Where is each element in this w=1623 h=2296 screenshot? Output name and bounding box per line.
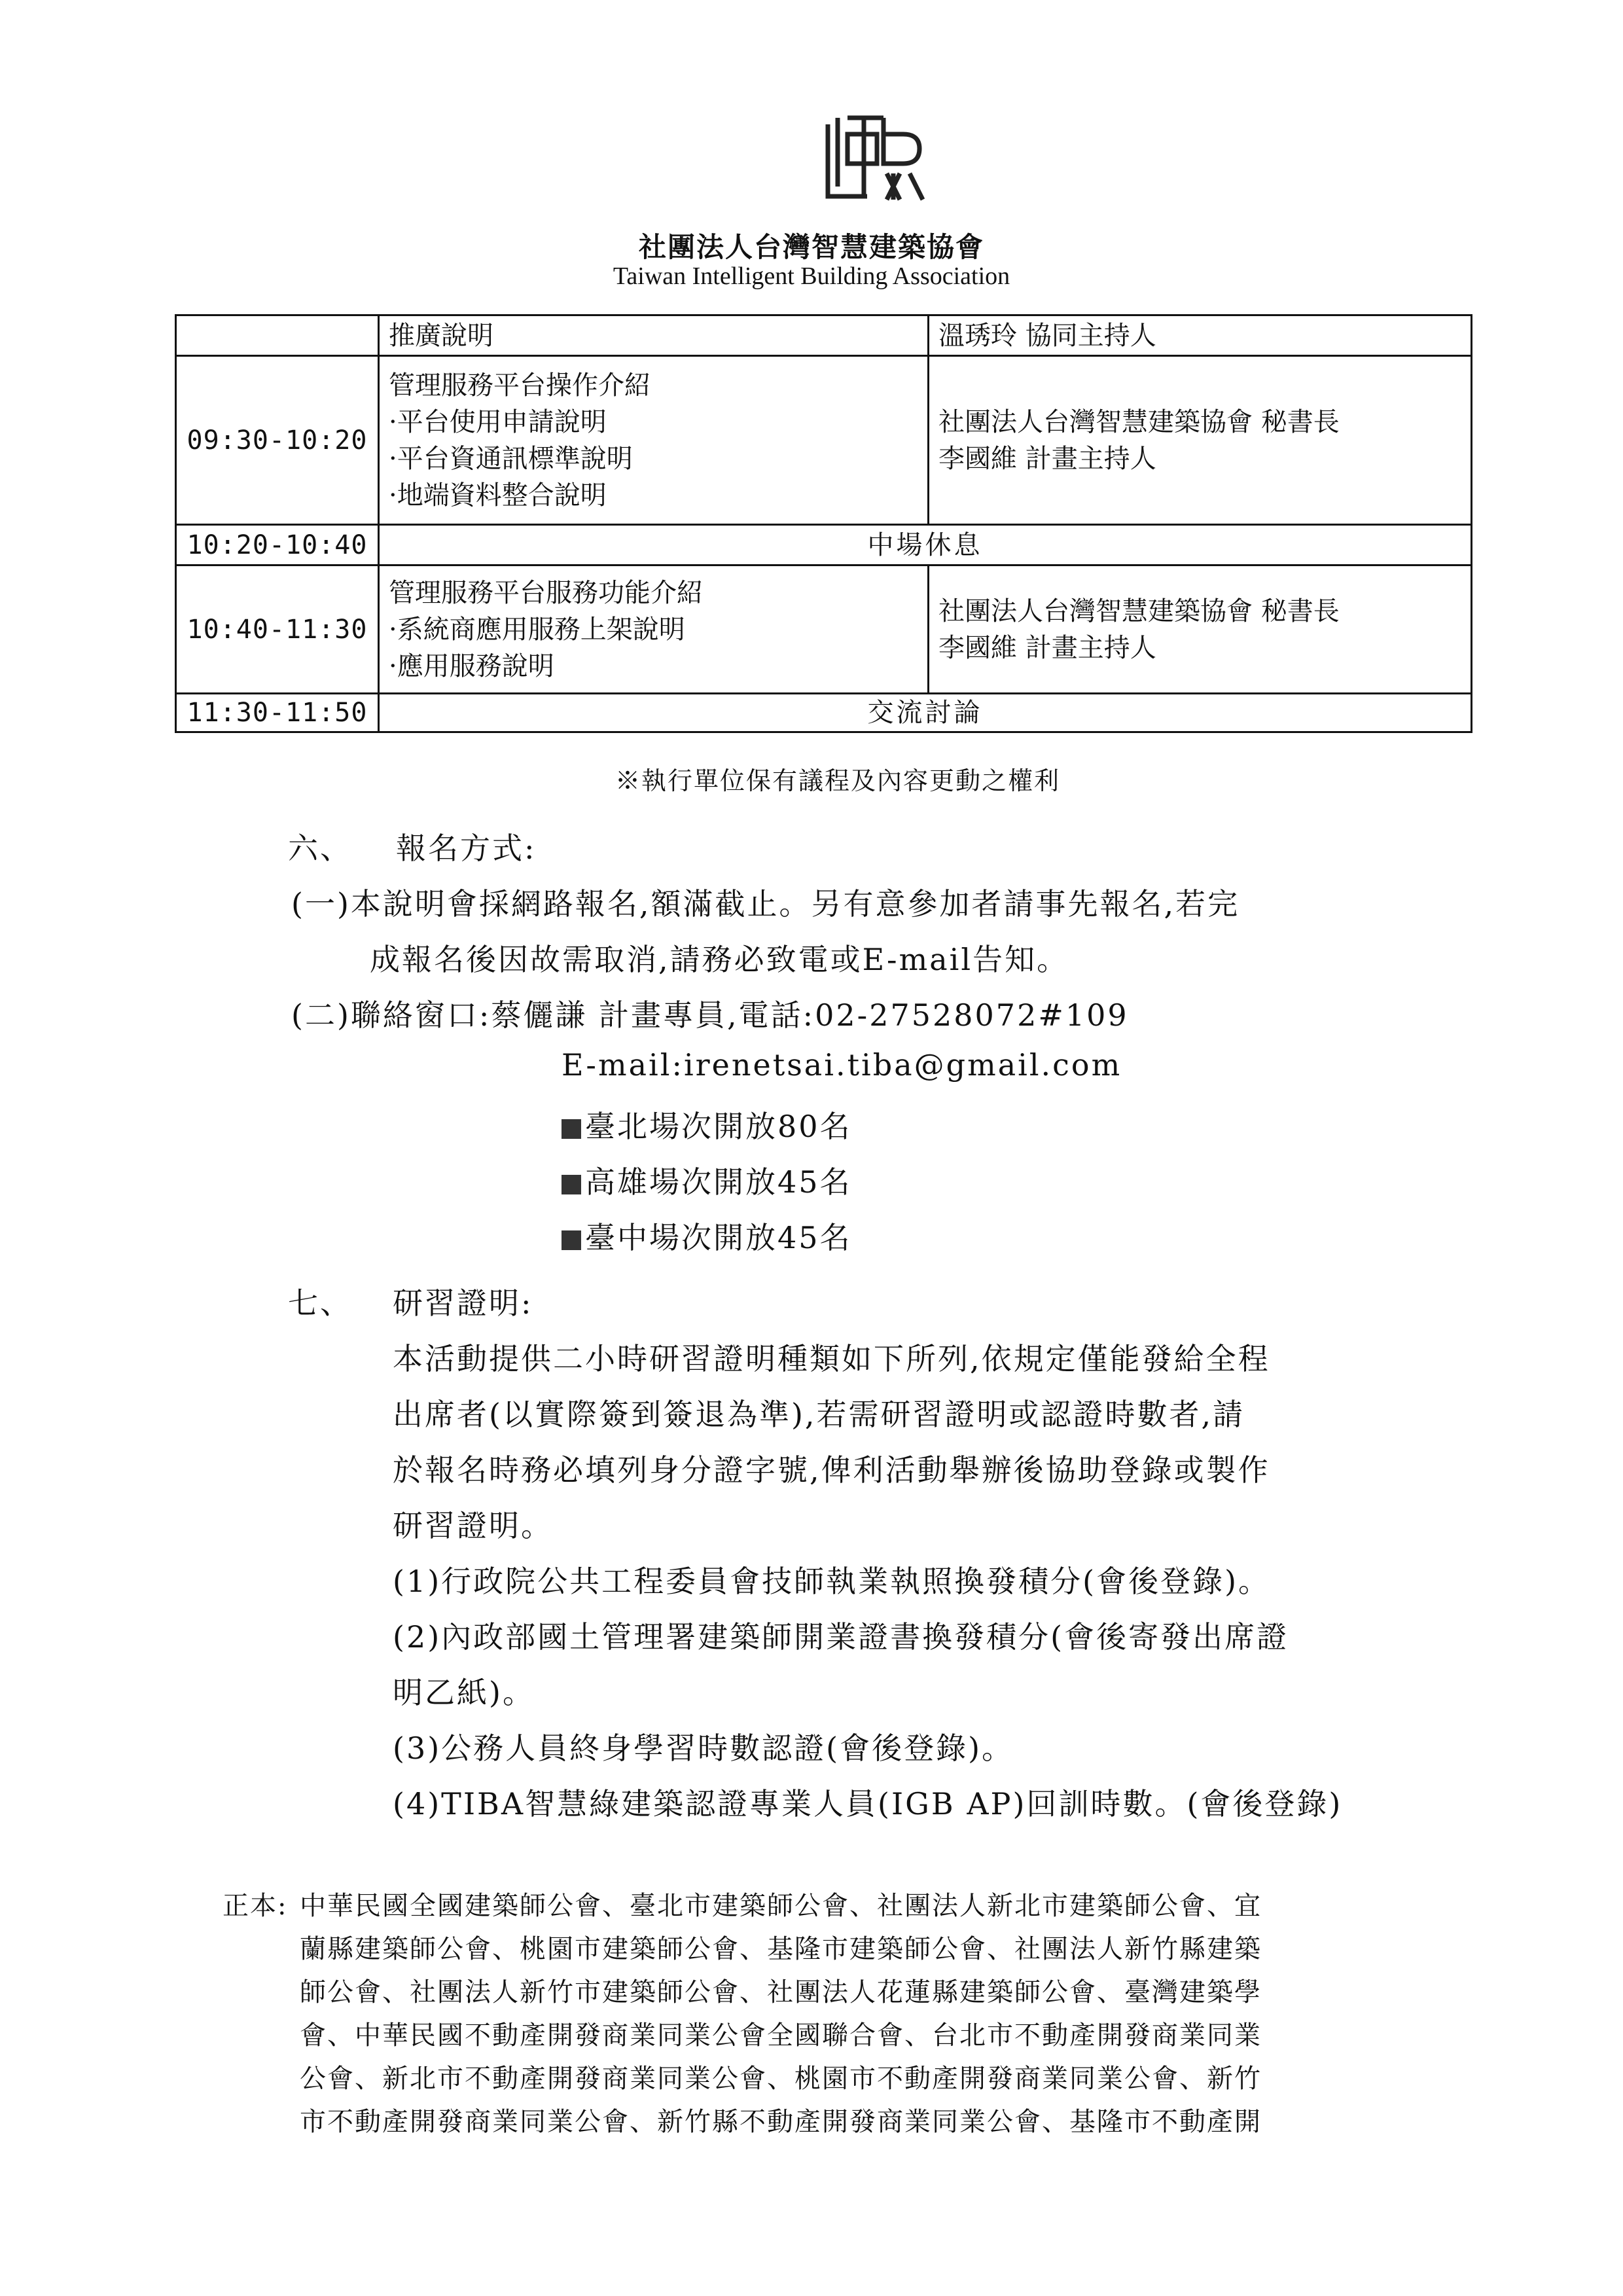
quota-item: 臺北場次開放80名	[562, 1103, 852, 1146]
certificate-item: (3)公務人員終身學習時數認證(會後登錄)。	[393, 1731, 1014, 1766]
agenda-row	[176, 356, 1472, 525]
agenda-topic-line: ·平台使用申請說明	[389, 406, 607, 437]
agenda-topic-cell	[379, 565, 929, 694]
certificate-paragraph: 於報名時務必填列身分證字號,俾利活動舉辦後協助登錄或製作	[393, 1452, 1270, 1488]
agenda-speaker-cell	[929, 565, 1472, 694]
agenda-speaker-line: 李國維 計畫主持人	[938, 632, 1156, 663]
agenda-row	[176, 565, 1472, 694]
agenda-time-cell	[176, 315, 379, 356]
quota-item: 高雄場次開放45名	[562, 1158, 852, 1202]
registration-text: (一)本說明會採網路報名,額滿截止。另有意參加者請事先報名,若完	[291, 886, 1240, 922]
quota-item: 臺中場次開放45名	[562, 1214, 852, 1257]
recipients-label: 正本:	[223, 1891, 288, 1921]
org-name-cn: 社團法人台灣智慧建築協會	[638, 231, 984, 263]
agenda-topic-cell: 中場休息	[379, 525, 1472, 565]
recipients-line: 師公會、社團法人新竹市建築師公會、社團法人花蓮縣建築師公會、臺灣建築學	[300, 1977, 1262, 2007]
section-heading: 報名方式:	[396, 831, 537, 866]
agenda-topic-line: ·地端資料整合說明	[389, 480, 607, 511]
certificate-paragraph: 出席者(以實際簽到簽退為準),若需研習證明或認證時數者,請	[393, 1397, 1245, 1432]
contact-text: (二)聯絡窗口:蔡儷謙 計畫專員,電話:02-27528072#109	[291, 997, 1129, 1033]
certificate-item: (4)TIBA智慧綠建築認證專業人員(IGB AP)回訓時數。(會後登錄)	[393, 1786, 1343, 1821]
certificate-paragraph: 本活動提供二小時研習證明種類如下所列,依規定僅能發給全程	[393, 1341, 1270, 1376]
agenda-note: ※執行單位保有議程及內容更動之權利	[615, 766, 1061, 795]
agenda-topic-cell	[379, 356, 929, 525]
recipients-line: 會、中華民國不動產開發商業同業公會全國聯合會、台北市不動產開發商業同業	[300, 2020, 1262, 2051]
recipients-line: 蘭縣建築師公會、桃園市建築師公會、基隆市建築師公會、社團法人新竹縣建築	[300, 1934, 1262, 1964]
bullet-square-icon	[562, 1119, 581, 1139]
agenda-speaker-cell: 溫琇玲 協同主持人	[929, 315, 1472, 356]
agenda-time-cell: 10:40-11:30	[176, 565, 379, 694]
section-number: 六、	[288, 831, 352, 866]
certificate-item: (2)內政部國土管理署建築師開業證書換發積分(會後寄發出席證	[393, 1619, 1289, 1655]
registration-text: 成報名後因故需取消,請務必致電或E-mail告知。	[370, 942, 1069, 977]
certificate-item: 明乙紙)。	[393, 1675, 535, 1710]
agenda-speaker-line: 李國維 計畫主持人	[938, 443, 1156, 474]
agenda-row	[176, 525, 1472, 565]
certificate-item: (1)行政院公共工程委員會技師執業執照換發積分(會後登錄)。	[393, 1564, 1271, 1599]
agenda-time-cell: 10:20-10:40	[176, 525, 379, 565]
recipients-line: 市不動產開發商業同業公會、新竹縣不動產開發商業同業公會、基隆市不動產開	[300, 2107, 1262, 2137]
agenda-topic-line: ·平台資通訊標準說明	[389, 443, 633, 474]
agenda-speaker-line: 社團法人台灣智慧建築協會 秘書長	[938, 596, 1340, 626]
agenda-topic-cell: 交流討論	[379, 694, 1472, 732]
agenda-speaker-line: 社團法人台灣智慧建築協會 秘書長	[938, 406, 1340, 437]
agenda-row	[176, 694, 1472, 732]
agenda-speaker-cell	[929, 356, 1472, 525]
section-heading: 研習證明:	[393, 1285, 533, 1321]
contact-email: E-mail:irenetsai.tiba@gmail.com	[562, 1047, 1122, 1083]
bullet-square-icon	[562, 1175, 581, 1194]
agenda-topic-line: 管理服務平台服務功能介紹	[389, 577, 703, 608]
agenda-topic-cell: 推廣說明	[379, 315, 929, 356]
agenda-topic-line: 管理服務平台操作介紹	[389, 370, 651, 401]
section-number: 七、	[288, 1285, 352, 1321]
agenda-topic-line: ·應用服務說明	[389, 651, 554, 681]
agenda-topic-line: ·系統商應用服務上架說明	[389, 614, 685, 645]
org-name-en: Taiwan Intelligent Building Association	[613, 262, 1010, 290]
recipients-line: 中華民國全國建築師公會、臺北市建築師公會、社團法人新北市建築師公會、宜	[300, 1891, 1262, 1921]
agenda-time-cell: 09:30-10:20	[176, 356, 379, 525]
bullet-square-icon	[562, 1230, 581, 1250]
agenda-table	[175, 314, 1472, 733]
agenda-row	[176, 315, 1472, 356]
tiba-logo	[821, 111, 929, 209]
recipients-line: 公會、新北市不動產開發商業同業公會、桃園市不動產開發商業同業公會、新竹	[300, 2064, 1262, 2094]
certificate-paragraph: 研習證明。	[393, 1508, 553, 1543]
agenda-time-cell: 11:30-11:50	[176, 694, 379, 732]
